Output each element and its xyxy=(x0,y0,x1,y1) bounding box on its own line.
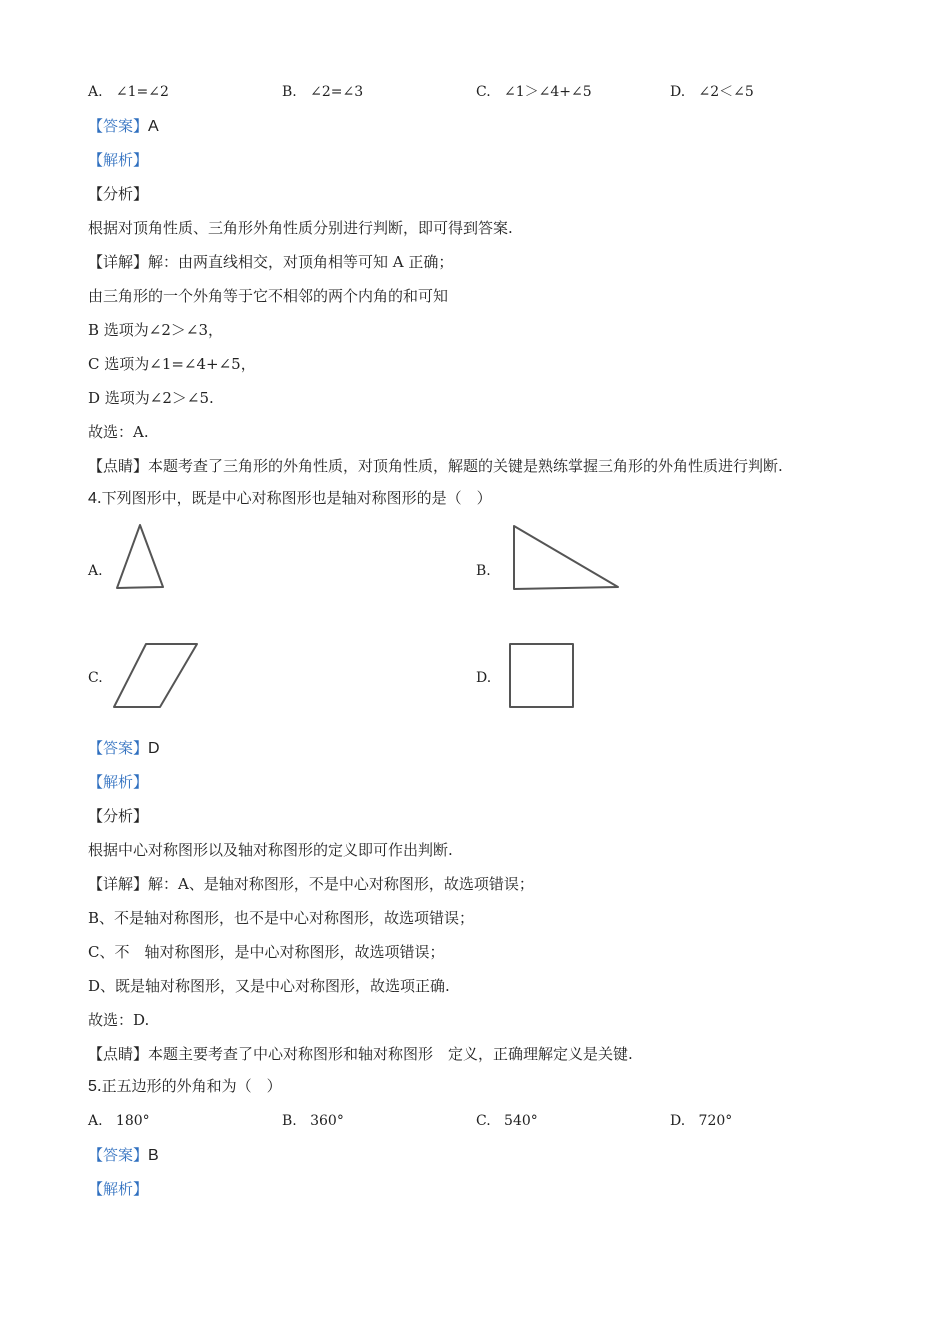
q3-detail-line: B 选项为∠2＞∠3， xyxy=(88,321,224,339)
option-letter: A. xyxy=(88,1113,103,1129)
q3-dianjing xyxy=(88,456,783,476)
question-text: .下列图形中，既是中心对称图形也是轴对称图形的是（ ） xyxy=(96,489,492,507)
answer-value: A xyxy=(148,118,159,135)
q4-option-c-label: C. xyxy=(88,670,103,686)
detail-text: 解：由两直线相交，对顶角相等可知 A 正确； xyxy=(148,253,454,271)
q3-answer xyxy=(88,116,159,137)
q5-option-c xyxy=(476,1111,538,1131)
option-text: 180° xyxy=(115,1113,150,1129)
q4-option-a-label: A. xyxy=(88,563,103,579)
q3-detail-line: 故选：A. xyxy=(88,423,149,441)
dianjing-tag: 【点睛】 xyxy=(88,1045,149,1063)
q3-fenxi-text: 根据对顶角性质、三角形外角性质分别进行判断，即可得到答案. xyxy=(88,219,513,237)
option-letter: B. xyxy=(282,84,297,100)
option-letter: C. xyxy=(476,84,491,100)
q3-option-b xyxy=(282,82,363,102)
dianjing-tag: 【点睛】 xyxy=(88,457,149,475)
option-text: ∠2＜∠5 xyxy=(698,84,754,100)
q3-option-a xyxy=(88,82,169,102)
q3-option-d xyxy=(670,82,754,102)
dianjing-text: 本题考查了三角形的外角性质，对顶角性质，解题的关键是熟练掌握三角形的外角性质进行判断. xyxy=(148,457,783,475)
dianjing-text: 本题主要考查了中心对称图形和轴对称图形 定义，正确理解定义是关键. xyxy=(148,1045,633,1063)
q4-detail-line: D、既是轴对称图形，又是中心对称图形，故选项正确. xyxy=(88,977,450,995)
q4-answer xyxy=(88,738,160,759)
q4-detail-line: C、不 轴对称图形，是中心对称图形，故选项错误； xyxy=(88,943,445,961)
option-text: ∠1=∠2 xyxy=(115,84,169,100)
answer-value: B xyxy=(148,1147,159,1164)
right-triangle-figure xyxy=(508,522,624,594)
answer-tag: 【答案】 xyxy=(88,1146,149,1164)
q4-fenxi-text: 根据中心对称图形以及轴对称图形的定义即可作出判断. xyxy=(88,841,453,859)
answer-tag: 【答案】 xyxy=(88,739,149,757)
q4-option-d-label: D. xyxy=(476,670,492,686)
answer-value: D xyxy=(148,740,160,757)
parallelogram-figure xyxy=(110,640,202,712)
question-number: 4 xyxy=(88,490,97,507)
detail-text: 解：A、是轴对称图形，不是中心对称图形，故选项错误； xyxy=(148,875,534,893)
isosceles-triangle-figure xyxy=(112,522,168,592)
q4-detail-line: B、不是轴对称图形，也不是中心对称图形，故选项错误； xyxy=(88,909,475,927)
answer-tag: 【答案】 xyxy=(88,117,149,135)
question-number: 5 xyxy=(88,1078,97,1095)
q3-fenxi-tag: 【分析】 xyxy=(88,185,149,203)
q4-analysis-tag: 【解析】 xyxy=(88,773,149,791)
q4-option-b-label: B. xyxy=(476,563,491,579)
q5-analysis-tag: 【解析】 xyxy=(88,1180,149,1198)
option-text: 360° xyxy=(310,1113,344,1129)
option-text: 540° xyxy=(504,1113,538,1129)
q3-option-c xyxy=(476,82,592,102)
q5-answer xyxy=(88,1145,159,1166)
q5-option-d xyxy=(670,1111,732,1131)
q4-stem xyxy=(88,488,492,509)
option-letter: D. xyxy=(670,1113,686,1129)
q4-fenxi-tag: 【分析】 xyxy=(88,807,149,825)
option-letter: C. xyxy=(476,1113,491,1129)
option-letter: A. xyxy=(88,84,103,100)
q3-detail-line: C 选项为∠1=∠4+∠5， xyxy=(88,355,256,373)
q3-detail-line xyxy=(88,252,453,272)
q4-detail-line: 故选：D. xyxy=(88,1011,150,1029)
option-letter: B. xyxy=(282,1113,297,1129)
option-text: ∠2=∠3 xyxy=(310,84,364,100)
option-letter: D. xyxy=(670,84,686,100)
q4-detail-line xyxy=(88,874,534,894)
detail-tag: 【详解】 xyxy=(88,875,149,893)
q3-detail-line: D 选项为∠2＞∠5. xyxy=(88,389,214,407)
square-figure xyxy=(506,640,578,712)
option-text: 720° xyxy=(698,1113,733,1129)
q3-analysis-tag: 【解析】 xyxy=(88,151,149,169)
q4-dianjing xyxy=(88,1044,633,1064)
q5-stem xyxy=(88,1076,282,1097)
option-text: ∠1＞∠4+∠5 xyxy=(504,84,592,100)
question-text: .正五边形的外角和为（ ） xyxy=(96,1077,282,1095)
q5-option-b xyxy=(282,1111,344,1131)
q5-option-a xyxy=(88,1111,150,1131)
q3-detail-line: 由三角形的一个外角等于它不相邻的两个内角的和可知 xyxy=(88,287,449,305)
detail-tag: 【详解】 xyxy=(88,253,149,271)
